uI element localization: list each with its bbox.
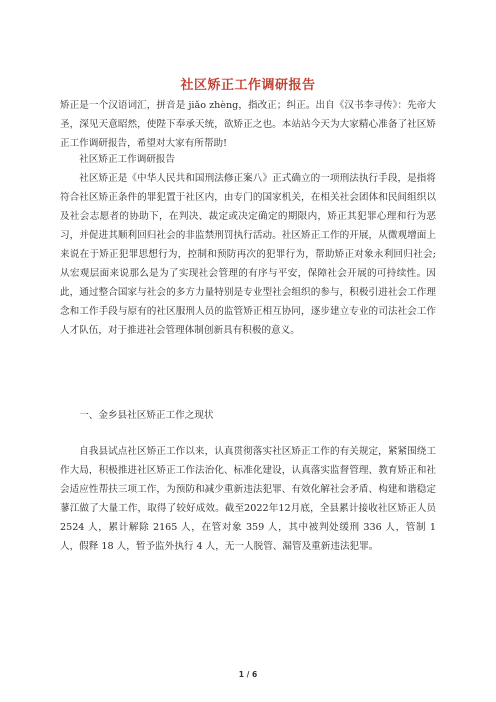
document-title: 社区矫正工作调研报告	[180, 78, 316, 93]
body-paragraph-1: 社区矫正是《中华人民共和国刑法修正案八》正式确立的一项刑法执行手段，是指将符合社区矫正条件的罪犯置于社区内，由专门的国家机关，在相关社会团体和民间组织以及社会志愿者的协助下，在判决、裁定或决定确定的期限内，矫正其犯罪心理和行为恶习，并促进其顺利回归社会的非监禁刑罚执行活动。社区矫正工作的开展，从微观增面上来说在于矫正犯罪思想行为，控制和预防再次的犯罪行为，帮助矫正对象永利回归社会;从宏观层面来说那么是为了实现社会管理的有序与平安，保障社会开展的可持续性。因此，通过整合国家与社会的多方力量特别是专业型社会组织的参与，积极引进社会工作理念和工作手段与原有的社区服刑人员的监管矫正相互协同，逐步建立专业的司法社会工作人才队伍，对于推进社会管理体制创新具有积极的意义。	[60, 173, 436, 336]
page-number: 1 / 6	[238, 670, 258, 679]
section-heading-1: 一、金乡县社区矫正工作之现状	[79, 410, 214, 421]
section-subtitle: 社区矫正工作调研报告	[79, 154, 176, 165]
body-paragraph-2: 自我县试点社区矫正工作以来，认真贯彻落实社区矫正工作的有关规定，紧紧围绕工作大局，积极推进社区矫正工作法治化、标准化建设，认真落实监督管理、教育矫正和社会适应性帮扶三项工作，为预防和减少重新违法犯罪、有效化解社会矛盾、构建和谐稳定蓼江做了大量工作，取得了较好成效。截至2022年12月底，全县累计接收社区矫正人员 2524 人，累计解除 2165 人，在管对象 359 人，其中被判处缓刑 336 人，管制 1 人，假释 18 人，暂予监外执行 4 人，无一人脱管、漏管及重新违法犯罪。	[60, 446, 436, 552]
intro-paragraph: 矫正是一个汉语词汇，拼音是 jiǎo zhèng，指改正；纠正。出自《汉书李寻传》：先帝大圣，深见天意昭然，使陛下奉承天统，欲矫正之也。本站站今天为大家精心准备了社区矫正工作调研报告，希望对大家有所帮助!	[60, 100, 436, 149]
